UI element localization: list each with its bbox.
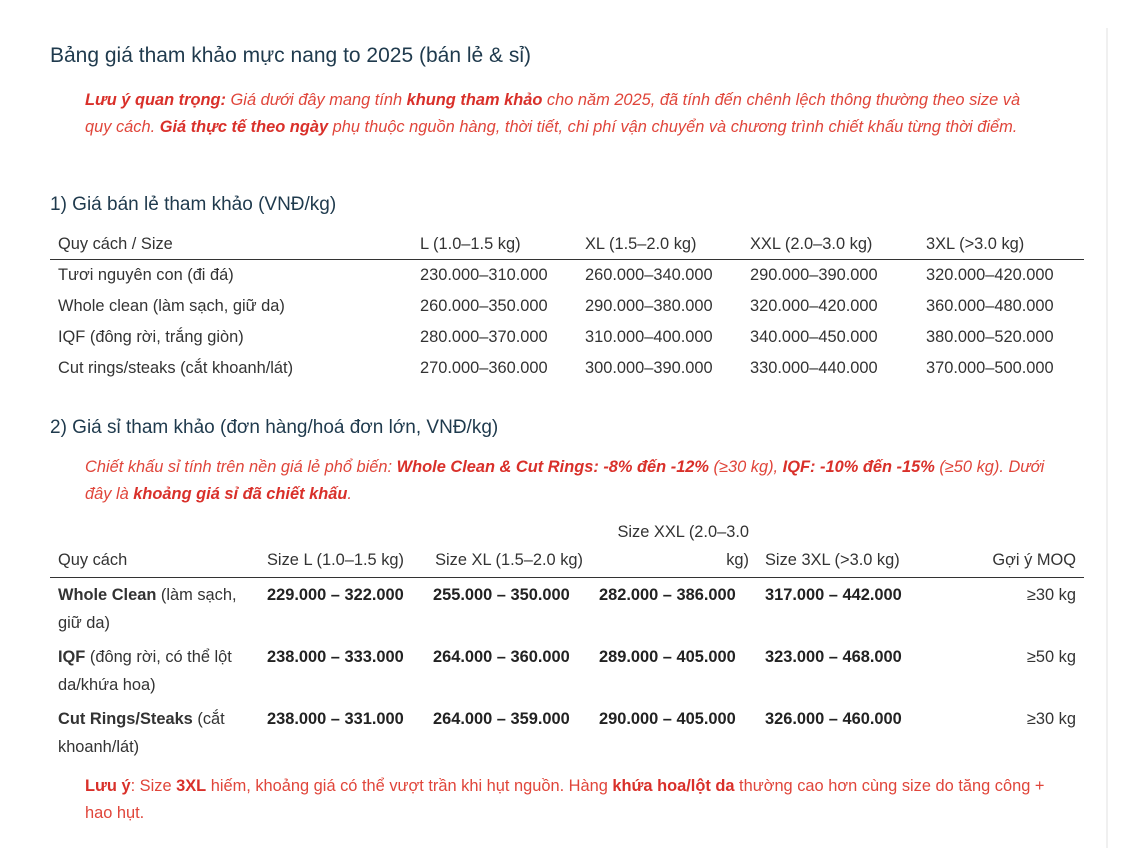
cell: 289.000 – 405.000	[599, 648, 736, 666]
cell: 229.000 – 322.000	[267, 586, 404, 604]
product-name: Cut Rings/Steaks	[58, 710, 193, 728]
cell: 270.000–360.000	[420, 359, 548, 377]
note-emphasis: khung tham khảo	[406, 91, 543, 109]
note-text: Giá dưới đây mang tính	[226, 91, 407, 109]
note-text: : Size	[130, 777, 177, 795]
note-text: thường cao hơn cùng size do tăng công + hao hụt.	[85, 777, 1045, 822]
product-cell	[50, 640, 259, 702]
cell: 264.000 – 359.000	[433, 710, 570, 728]
table-row	[50, 291, 1084, 322]
important-note	[85, 87, 1045, 140]
cell: Cut rings/steaks (cắt khoanh/lát)	[58, 359, 294, 377]
cell: 255.000 – 350.000	[433, 586, 570, 604]
column-header: 3XL (>3.0 kg)	[918, 229, 1084, 260]
cell: 330.000–440.000	[750, 359, 878, 377]
table-row	[50, 260, 1084, 292]
cell: 317.000 – 442.000	[765, 586, 902, 604]
note-label: Lưu ý quan trọng:	[85, 91, 226, 109]
cell: IQF (đông rời, trắng giòn)	[58, 328, 244, 346]
column-header: Quy cách	[50, 515, 259, 578]
column-header: XL (1.5–2.0 kg)	[577, 229, 742, 260]
sidebar-divider	[1106, 28, 1108, 848]
note-emphasis: khứa hoa/lột da	[612, 777, 735, 795]
wholesale-price-table	[50, 515, 1084, 764]
cell: Tươi nguyên con (đi đá)	[58, 266, 234, 284]
product-desc: (làm sạch, giữ da)	[58, 586, 237, 632]
retail-heading: 1) Giá bán lẻ tham khảo (VNĐ/kg)	[50, 194, 337, 215]
retail-price-table	[50, 229, 1084, 384]
note-text: .	[347, 484, 352, 503]
cell: 282.000 – 386.000	[599, 586, 736, 604]
product-name: Whole Clean	[58, 586, 157, 604]
page-title: Bảng giá tham khảo mực nang to 2025 (bán lẻ & sỉ)	[50, 44, 532, 67]
product-desc: (cắt khoanh/lát)	[58, 710, 225, 756]
product-cell	[50, 702, 259, 764]
cell: 290.000 – 405.000	[599, 710, 736, 728]
wholesale-discount-note	[85, 454, 1055, 507]
note-emphasis: 3XL	[176, 777, 207, 795]
cell: 238.000 – 333.000	[267, 648, 404, 666]
product-cell	[50, 578, 259, 641]
cell: 360.000–480.000	[926, 297, 1054, 315]
note-text: cho năm 2025, đã tính đến chênh lệch thông thường theo size và quy cách.	[85, 91, 1021, 136]
note-text: phụ thuộc nguồn hàng, thời tiết, chi phí vận chuyển và chương trình chiết khấu từng thời điểm.	[328, 117, 1018, 136]
cell: 230.000–310.000	[420, 266, 548, 284]
cell: 323.000 – 468.000	[765, 648, 902, 666]
note-text: hiếm, khoảng giá có thể vượt trần khi hụt nguồn. Hàng	[206, 777, 613, 795]
note-text: (≥30 kg),	[709, 458, 783, 476]
note-emphasis: Giá thực tế theo ngày	[159, 117, 329, 136]
cell: 320.000–420.000	[750, 297, 878, 315]
cell: 326.000 – 460.000	[765, 710, 902, 728]
cell: 320.000–420.000	[926, 266, 1054, 284]
table-row	[50, 640, 1084, 702]
footer-note	[85, 773, 1045, 826]
cell: 260.000–350.000	[420, 297, 548, 315]
cell: Whole clean (làm sạch, giữ da)	[58, 297, 285, 315]
column-header: Size XXL (2.0–3.0 kg)	[591, 515, 757, 578]
cell: 340.000–450.000	[750, 328, 878, 346]
cell: 380.000–520.000	[926, 328, 1054, 346]
cell: 300.000–390.000	[585, 359, 713, 377]
table-row	[50, 322, 1084, 353]
table-row	[50, 353, 1084, 384]
cell: 238.000 – 331.000	[267, 710, 404, 728]
table-row	[50, 702, 1084, 764]
note-text: Chiết khấu sỉ tính trên nền giá lẻ phổ biến:	[85, 458, 397, 476]
moq-cell: ≥50 kg	[1026, 648, 1076, 666]
column-header: Quy cách / Size	[50, 229, 412, 260]
note-text: (≥50 kg). Dưới đây là	[85, 458, 1045, 503]
column-header: Size 3XL (>3.0 kg)	[757, 515, 917, 578]
cell: 260.000–340.000	[585, 266, 713, 284]
cell: 290.000–380.000	[585, 297, 713, 315]
column-header: L (1.0–1.5 kg)	[412, 229, 577, 260]
moq-cell: ≥30 kg	[1026, 586, 1076, 604]
table-row	[50, 578, 1084, 641]
column-header: XXL (2.0–3.0 kg)	[742, 229, 918, 260]
product-desc: (đông rời, có thể lột da/khứa hoa)	[58, 648, 232, 694]
column-header: Size XL (1.5–2.0 kg)	[425, 515, 591, 578]
cell: 370.000–500.000	[926, 359, 1054, 377]
column-header: Gợi ý MOQ	[917, 515, 1084, 578]
table-header-row	[50, 229, 1084, 260]
product-name: IQF	[58, 648, 86, 666]
note-emphasis: IQF: -10% đến -15%	[782, 458, 935, 476]
cell: 290.000–390.000	[750, 266, 878, 284]
table-header-row	[50, 515, 1084, 578]
cell: 264.000 – 360.000	[433, 648, 570, 666]
cell: 280.000–370.000	[420, 328, 548, 346]
note-emphasis: khoảng giá sỉ đã chiết khấu	[133, 484, 348, 503]
column-header: Size L (1.0–1.5 kg)	[259, 515, 425, 578]
wholesale-heading: 2) Giá sỉ tham khảo (đơn hàng/hoá đơn lớn, VNĐ/kg)	[50, 417, 499, 438]
note-emphasis: Whole Clean & Cut Rings: -8% đến -12%	[396, 458, 709, 476]
cell: 310.000–400.000	[585, 328, 713, 346]
note-label: Lưu ý	[85, 777, 131, 795]
moq-cell: ≥30 kg	[1026, 710, 1076, 728]
